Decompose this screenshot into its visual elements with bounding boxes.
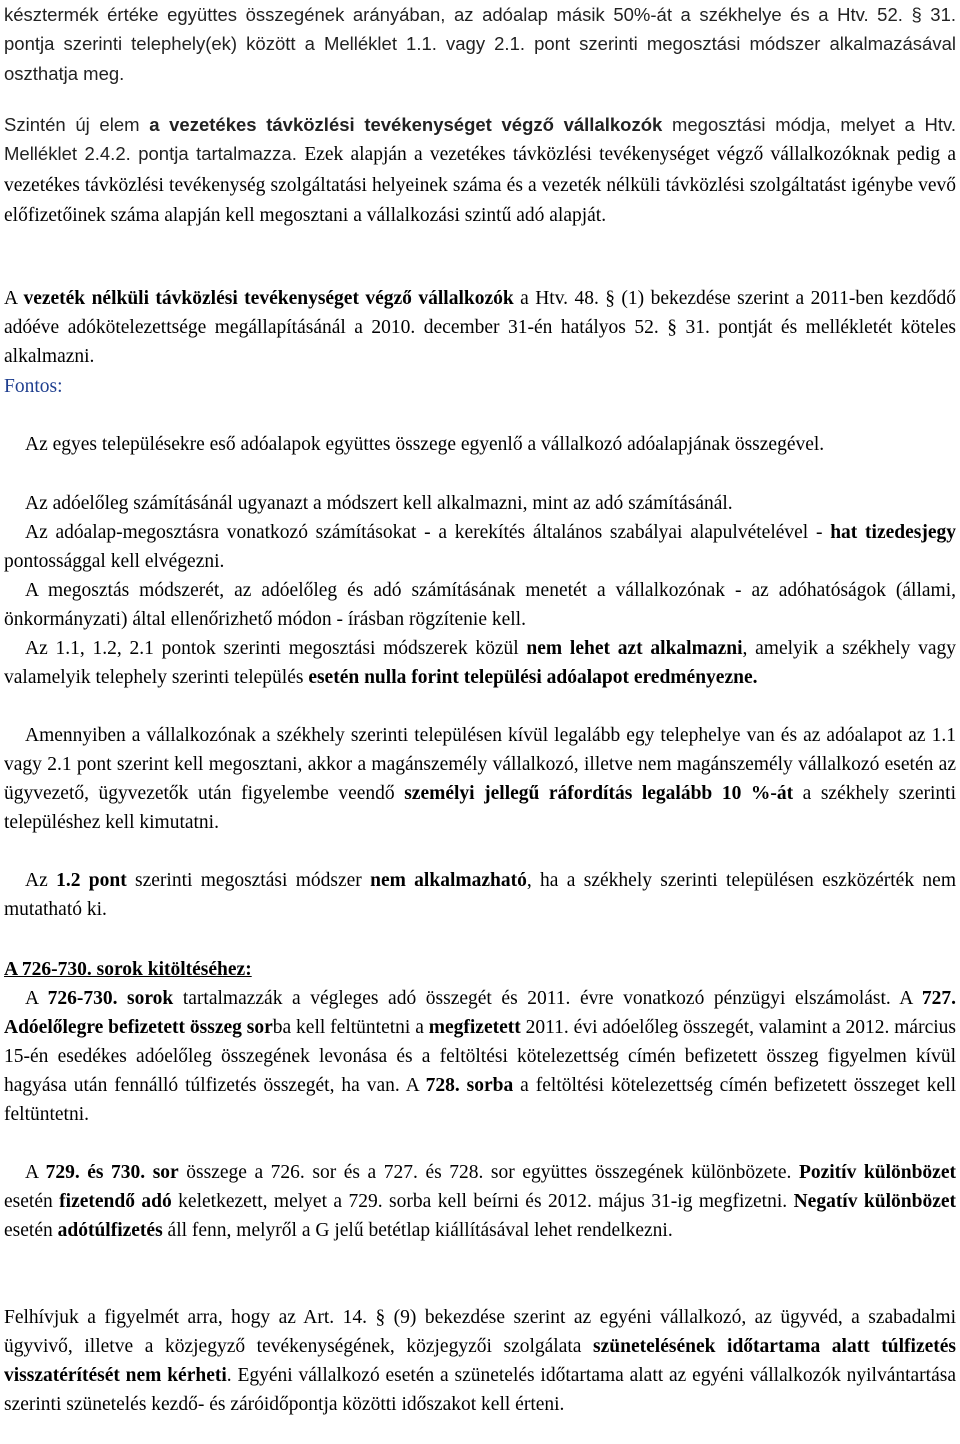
bold-phrase: megfizetett xyxy=(428,1017,521,1038)
paragraph-text: A xyxy=(25,1162,46,1183)
bold-phrase: Negatív különbözet xyxy=(793,1191,957,1212)
paragraph-text: tartalmazzák a végleges adó összegét és 2011. évre vonatkozó pénzügyi elszámolást. A xyxy=(173,988,922,1009)
bold-phrase: 729. és 730. sor xyxy=(45,1162,179,1183)
paragraph-text: pontossággal kell elvégezni. xyxy=(4,551,225,572)
bold-phrase: 728. sorba xyxy=(425,1075,514,1096)
bold-phrase: esetén nulla forint települési adóalapot eredményezne. xyxy=(308,667,758,688)
paragraph-text: a feltöltési kötelezettség címén befizetett összeget kell feltüntetni. xyxy=(4,1075,956,1125)
fontos-heading xyxy=(4,372,956,401)
paragraph-text: Szintén új elem xyxy=(4,114,150,135)
fontos-item-6 xyxy=(4,721,956,837)
bold-phrase: vezeték nélküli távközlési tevékenységet végző vállalkozók xyxy=(23,288,514,309)
fontos-item-3 xyxy=(4,518,956,576)
paragraph-text: , amelyik a székhely vagy valamelyik telephely szerinti település xyxy=(4,638,956,688)
paragraph-text: A xyxy=(25,988,48,1009)
paragraph-text: szerinti megosztási módszer xyxy=(126,870,371,891)
bold-phrase: személyi jellegű ráfordítás legalább 10 %-át xyxy=(404,783,794,804)
fontos-item-5 xyxy=(4,634,956,692)
paragraph-text: . Egyéni vállalkozó esetén a szünetelés időtartama alatt az egyéni vállalkozók nyilvántartása szerinti szünetelés kezdő- és záróidőpontja közötti időszakot kell érteni. xyxy=(4,1365,956,1415)
paragraph-text: Ezek alapján a vezetékes távközlési tevékenységet végző vállalkozóknak pedig a vezetékes távközlési tevékenység szolgáltatási helyeinek száma és a vezeték nélküli távközlési szolgáltatást igénybe vevő előfizetőinek száma alapján kell megosztani a vállalkozási szintű adó alapját. xyxy=(4,144,956,227)
paragraph-text: 2011. évi adóelőleg összegét, valamint a 2012. március 15-én esedékes adóelőleg összegének levonása és a feltöltési kötelezettség címén befizetett összeg figyelmen kívül hagyása után fennálló túlfizetés összegét, ha van. A xyxy=(4,1017,956,1096)
paragraph-top xyxy=(4,0,956,88)
fontos-item-1 xyxy=(4,430,956,459)
paragraph-text: ba kell feltüntetni a xyxy=(272,1017,429,1038)
bold-phrase: nem alkalmazható xyxy=(370,870,527,891)
fontos-item-7 xyxy=(4,866,956,924)
paragraph-sorok-2 xyxy=(4,1158,956,1245)
paragraph-text: a Htv. 48. § (1) bekezdése szerint a 2011-ben kezdődő adóéve adókötelezettsége megállapításánál a 2010. december 31-én hatályos 52. § 31. pontját és mellékletét köteles alkalmazni. xyxy=(4,288,956,367)
paragraph-text: , ha a székhely szerinti településen eszközérték nem mutatható ki. xyxy=(4,870,956,920)
bold-phrase: Pozitív különbözet xyxy=(798,1162,956,1183)
paragraph-text: esetén xyxy=(4,1220,58,1241)
paragraph-text: Amennyiben a vállalkozónak a székhely szerinti településen kívül legalább egy telephelye van és az adóalapot az 1.1 vagy 2.1 pont szerint kell megosztani, akkor a magánszemély vállalkozó, illetve nem magánszemély vállalkozó esetén az ügyvezető, ügyvezetők után figyelembe veendő xyxy=(4,725,956,804)
bold-phrase: nem lehet azt alkalmazni xyxy=(526,638,743,659)
bold-phrase: fizetendő adó xyxy=(59,1191,172,1212)
paragraph-wireless-telecom xyxy=(4,284,956,371)
bold-phrase: szünetelésének időtartama alatt túlfizetés visszatérítését nem kérheti xyxy=(4,1336,956,1386)
paragraph-text: megosztási módja, melyet a Htv. Melléklet 2.4.2. pontja tartalmazza. xyxy=(4,114,956,165)
paragraph-text: A xyxy=(4,288,24,309)
bold-phrase: 726-730. sorok xyxy=(47,988,174,1009)
bold-phrase: adótúlfizetés xyxy=(57,1220,163,1241)
paragraph-sorok-1 xyxy=(4,984,956,1129)
heading-text: Fontos: xyxy=(4,376,63,397)
paragraph-text: Felhívjuk a figyelmét arra, hogy az Art. 14. § (9) bekezdése szerint az egyéni vállalkozó, az ügyvéd, a szabadalmi ügyvivő, illetve a közjegyző tevékenységének, közjegyzői szolgálata xyxy=(4,1307,956,1357)
paragraph-text: Az adóelőleg számításánál ugyanazt a módszert kell alkalmazni, mint az adó számításánál. xyxy=(25,493,733,514)
paragraph-text: esetén xyxy=(4,1191,60,1212)
paragraph-text: Az adóalap-megosztásra vonatkozó számításokat - a kerekítés általános szabályai alapulvételével - xyxy=(25,522,831,543)
paragraph-text: áll fenn, melyről a G jelű betétlap kiállításával lehet rendelkezni. xyxy=(162,1220,673,1241)
heading-text: A 726-730. sorok kitöltéséhez: xyxy=(4,959,252,980)
paragraph-text: késztermék értéke együttes összegének arányában, az adóalap másik 50%-át a székhelye és a Htv. 52. § 31. pontja szerinti telephely(ek) között a Melléklet 1.1. vagy 2.1. pont szerinti megosztási módszer alkalmazásával oszthatja meg. xyxy=(4,4,956,84)
paragraph-text: keletkezett, melyet a 729. sorba kell beírni és 2012. május 31-ig megfizetni. xyxy=(171,1191,794,1212)
paragraph-text: a székhely szerinti településhez kell kimutatni. xyxy=(4,783,956,833)
paragraph-art-14 xyxy=(4,1303,956,1419)
section-heading-726-730 xyxy=(4,955,956,984)
paragraph-text: Az xyxy=(25,870,57,891)
bold-phrase: 727. Adóelőlegre befizetett összeg sor xyxy=(4,988,956,1038)
bold-phrase: hat tizedesjegy xyxy=(830,522,956,543)
paragraph-text: összege a 726. sor és a 727. és 728. sor együttes összegének különbözete. xyxy=(178,1162,799,1183)
bold-phrase: a vezetékes távközlési tevékenységet végző vállalkozók xyxy=(149,114,663,135)
paragraph-text: A megosztás módszerét, az adóelőleg és adó számításának menetét a vállalkozónak - az adóhatóságok (állami, önkormányzati) által ellenőrizhető módon - írásban rögzítenie kell. xyxy=(4,580,956,630)
paragraph-text: Az 1.1, 1.2, 2.1 pontok szerinti megosztási módszerek közül xyxy=(25,638,527,659)
fontos-item-2 xyxy=(4,489,956,518)
paragraph-wired-telecom xyxy=(4,110,956,231)
bold-phrase: 1.2 pont xyxy=(56,870,127,891)
fontos-item-4 xyxy=(4,576,956,634)
paragraph-text: Az egyes településekre eső adóalapok együttes összege egyenlő a vállalkozó adóalapjának összegével. xyxy=(25,434,825,455)
